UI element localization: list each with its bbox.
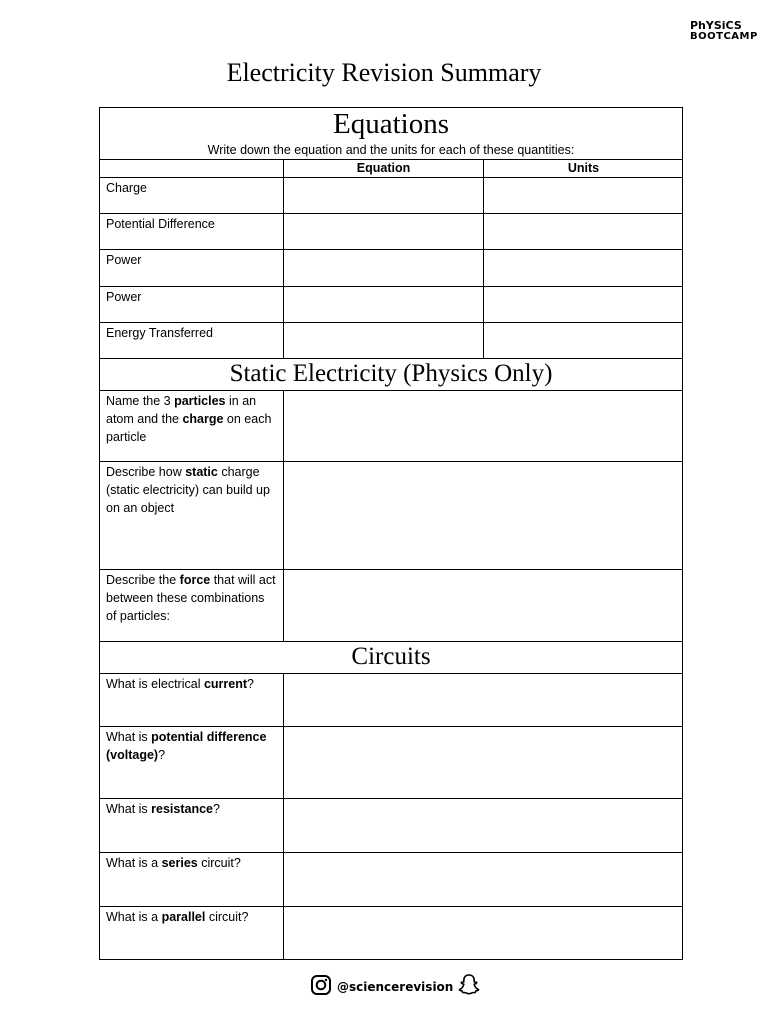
question-keyword: particles [174,394,226,408]
worksheet-frame [99,107,683,960]
question-text: charge (static electricity) can build up on an object [106,465,270,515]
divider [99,390,683,391]
divider [99,641,683,642]
equation-row-label: Power [106,290,142,304]
divider [99,213,683,214]
question-keyword: charge [182,412,224,426]
question-text: What is electrical [106,677,204,691]
physics-bootcamp-logo [690,19,758,42]
divider [99,798,683,799]
static-question-particles [106,392,278,446]
circuits-question-resistance [106,800,278,818]
equation-row-label: Potential Difference [106,217,215,231]
question-text: Describe how [106,465,186,479]
question-text: Name the 3 [106,394,175,408]
question-keyword: parallel [161,910,206,924]
question-text: on each particle [106,412,272,444]
equation-row-label: Energy Transferred [106,326,213,340]
equation-row-label: Power [106,253,142,267]
divider [99,906,683,907]
logo-line-1: PhYSiCS [690,19,742,32]
column-header-units: Units [567,161,600,175]
static-question-build-up [106,463,278,517]
divider [99,461,683,462]
circuits-question-current [106,675,278,693]
equation-row-label: Charge [106,181,147,195]
equations-instruction: Write down the equation and the units for each of these quantities: [207,143,575,157]
circuits-heading: Circuits [351,643,431,670]
question-text: ? [213,802,220,816]
column-divider [283,159,284,358]
question-text: ? [158,748,166,762]
divider [99,177,683,178]
question-keyword: current [203,677,248,691]
column-divider [483,159,484,358]
column-divider [283,390,284,641]
question-text: circuit? [197,856,241,870]
question-text: in an atom and the [106,394,257,426]
question-keyword: static [185,465,218,479]
question-keyword: series [161,856,198,870]
divider [99,852,683,853]
question-text: What is a [106,856,162,870]
circuits-question-pd [106,728,278,764]
divider [99,159,683,160]
question-text: ? [247,677,254,691]
logo-line-2: BOOTCAMP [690,31,758,42]
static-electricity-heading: Static Electricity (Physics Only) [229,360,553,387]
equations-heading: Equations [333,108,449,140]
footer [310,975,480,999]
static-question-force [106,571,278,625]
question-keyword: potential difference (voltage) [106,730,267,762]
column-divider [283,673,284,960]
divider [99,358,683,359]
question-text: What is a [106,910,162,924]
divider [99,569,683,570]
divider [99,322,683,323]
column-header-equation: Equation [356,161,411,175]
footer-handle: @sciencerevision [337,980,454,994]
divider [99,726,683,727]
snapchat-icon [458,973,480,1002]
question-keyword: force [179,573,211,587]
question-keyword: resistance [151,802,214,816]
question-text: What is [106,730,152,744]
question-text: circuit? [205,910,249,924]
page-title: Electricity Revision Summary [226,58,542,87]
divider [99,249,683,250]
divider [99,286,683,287]
divider [99,673,683,674]
question-text: Describe the [106,573,180,587]
question-text: What is [106,802,152,816]
circuits-question-series [106,854,278,872]
question-text: that will act between these combinations of particles: [106,573,276,623]
instagram-icon [310,974,332,1001]
circuits-question-parallel [106,908,278,926]
